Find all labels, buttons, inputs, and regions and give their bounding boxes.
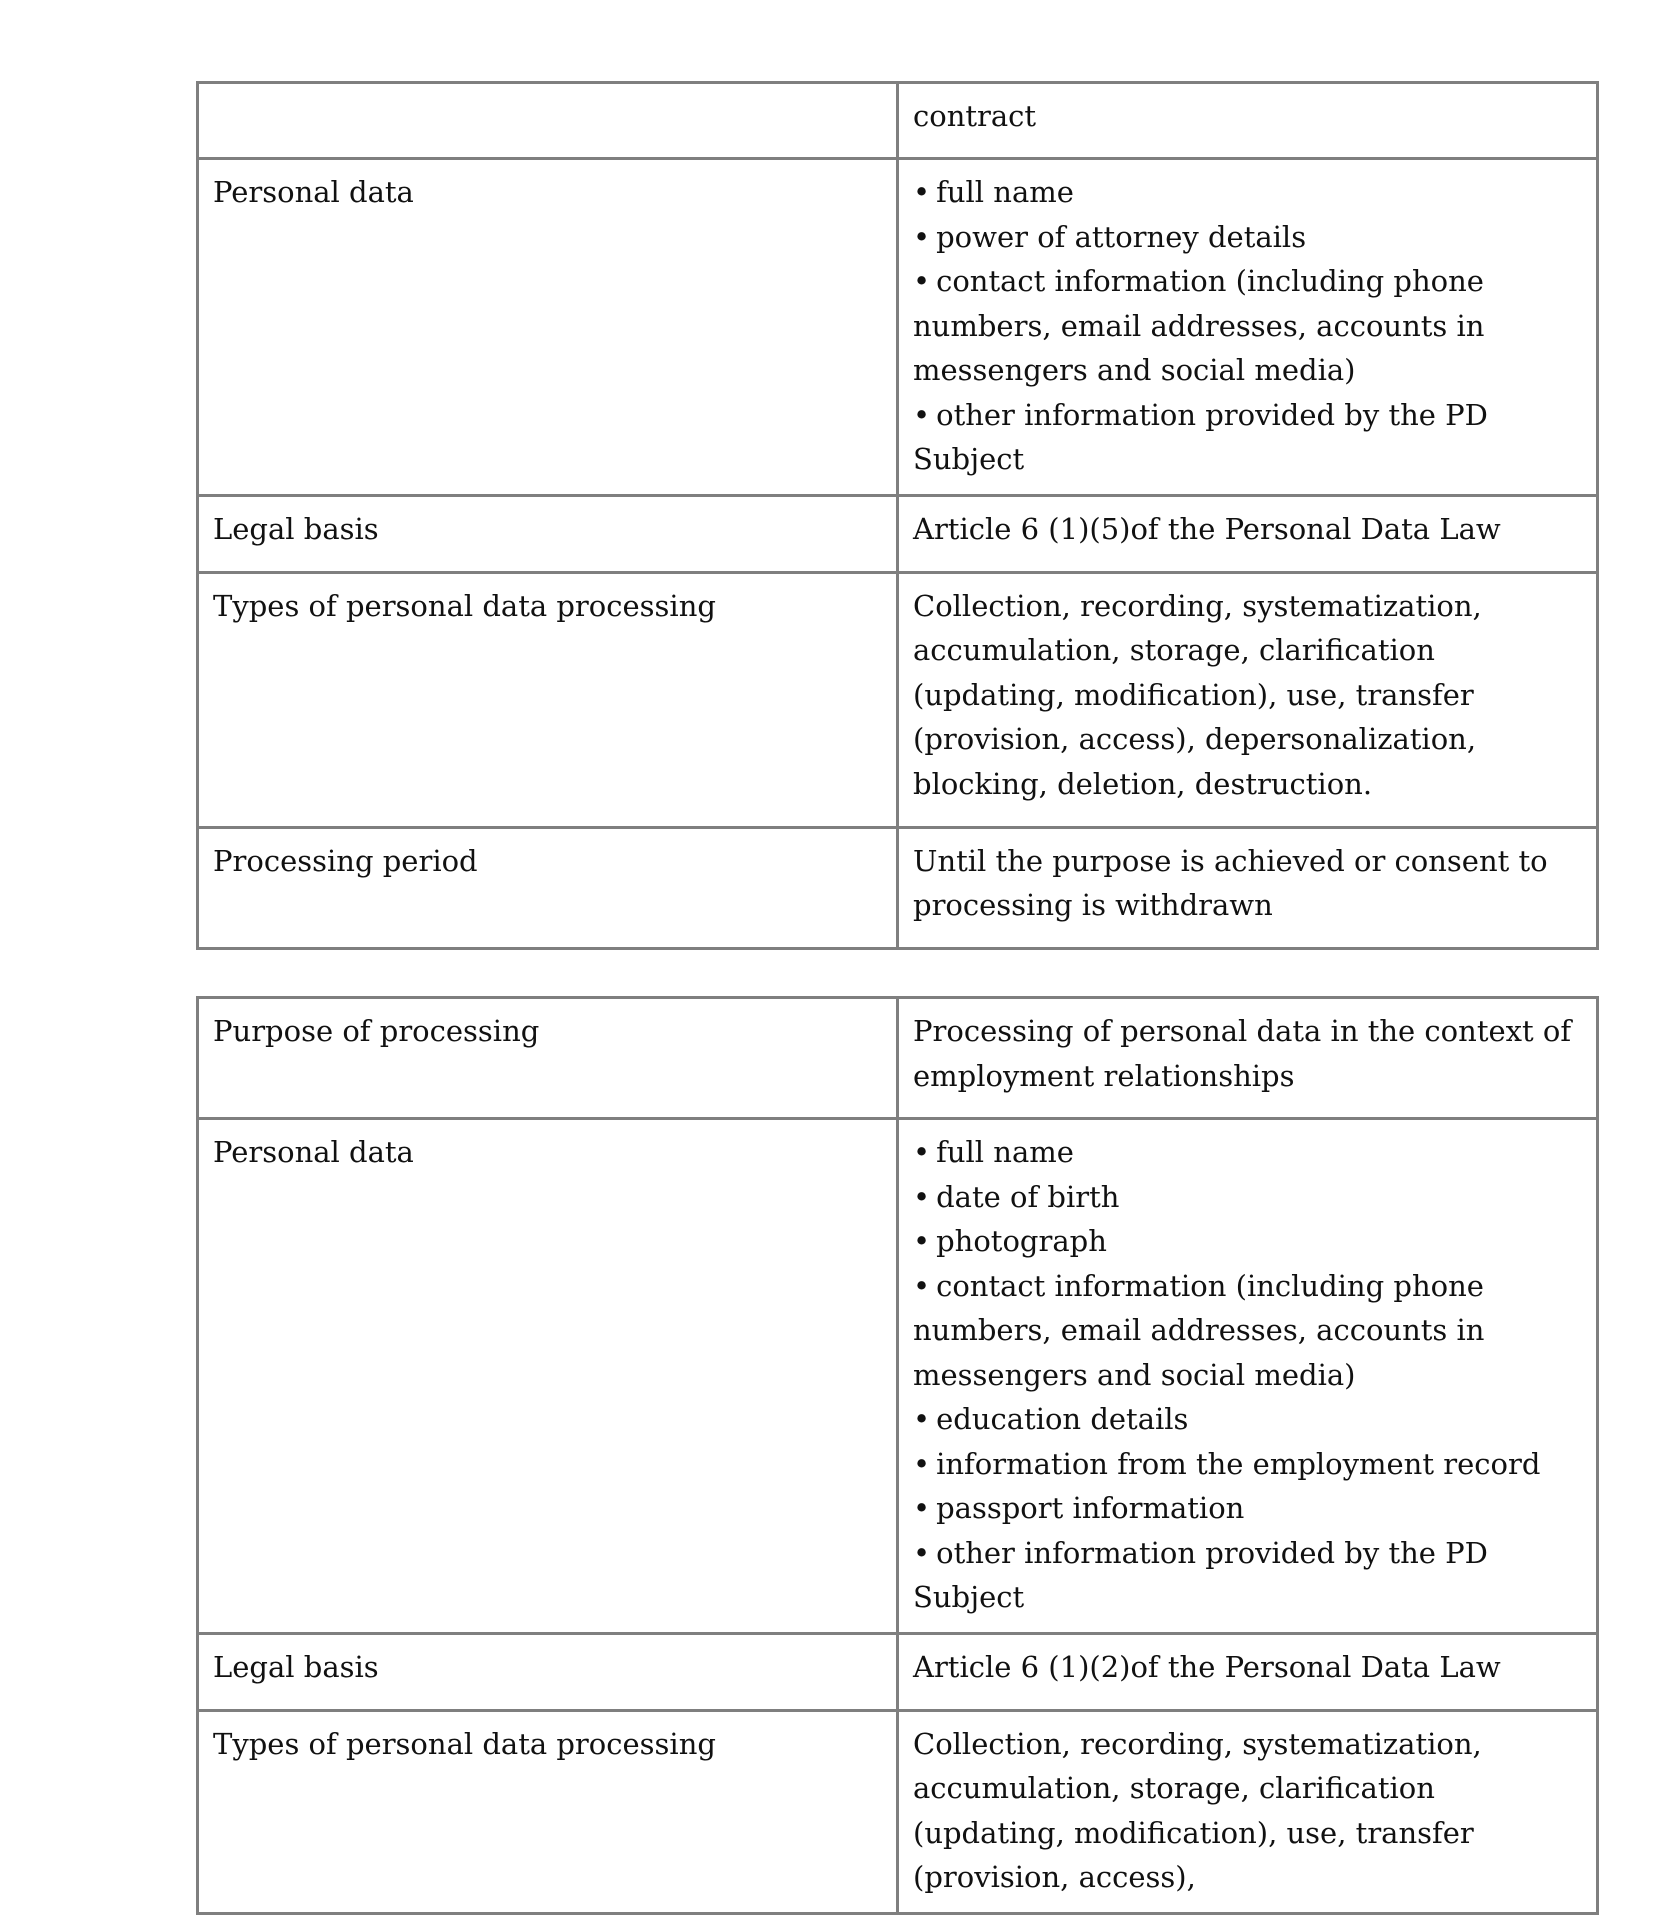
table-row (198, 1633, 1598, 1710)
table-row (198, 1119, 1598, 1634)
row-value-purpose: Processing of personal data in the context of employment relationships (898, 998, 1598, 1119)
list-item-text: other information provided by the PD Subject (913, 397, 1488, 476)
list-item (913, 1442, 1582, 1487)
list-item-text: full name (936, 1135, 1074, 1169)
table-row (198, 495, 1598, 572)
bullet-icon: • (913, 1135, 931, 1169)
list-item (913, 170, 1582, 215)
bullet-icon: • (913, 1179, 931, 1214)
row-label-legal-basis: Legal basis (198, 1633, 898, 1710)
bullet-icon: • (913, 219, 931, 254)
bullet-icon: • (913, 397, 931, 432)
personal-data-list (913, 170, 1582, 482)
list-item-text: date of birth (936, 1179, 1120, 1214)
list-item (913, 1130, 1582, 1175)
row-label-processing-period: Processing period (198, 827, 898, 948)
table-row (198, 998, 1598, 1119)
list-item-text: photograph (936, 1224, 1107, 1258)
bullet-icon: • (913, 1402, 931, 1436)
row-value-personal-data (898, 159, 1598, 496)
row-value-processing-types: Collection, recording, systematization, accumulation, storage, clarification (updating, modification), use, transfer (provision, access), (898, 1710, 1598, 1913)
row-label-processing-types: Types of personal data processing (198, 1710, 898, 1913)
bullet-icon: • (913, 1224, 931, 1258)
table-row (198, 159, 1598, 496)
row-label-personal-data: Personal data (198, 1119, 898, 1634)
list-item (913, 1264, 1582, 1398)
list-item (913, 259, 1582, 393)
bullet-icon: • (913, 1535, 931, 1570)
table-row (198, 83, 1598, 159)
row-value-processing-types: Collection, recording, systematization, accumulation, storage, clarification (updating, modification), use, transfer (provision, access), depersonalization, blocking, deletion, destruction. (898, 572, 1598, 827)
row-label-processing-types: Types of personal data processing (198, 572, 898, 827)
row-value-processing-period: Until the purpose is achieved or consent to processing is withdrawn (898, 827, 1598, 948)
row-label-legal-basis: Legal basis (198, 495, 898, 572)
row-value-contract: contract (898, 83, 1598, 159)
row-value-personal-data (898, 1119, 1598, 1634)
row-label-purpose: Purpose of processing (198, 998, 898, 1119)
list-item-text: other information provided by the PD Subject (913, 1535, 1488, 1614)
list-item (913, 1397, 1582, 1442)
list-item-text: contact information (including phone numbers, email addresses, accounts in messengers and social media) (913, 264, 1485, 387)
table-row (198, 1710, 1598, 1913)
row-label-personal-data: Personal data (198, 159, 898, 496)
personal-data-list (913, 1130, 1582, 1620)
list-item (913, 215, 1582, 260)
bullet-icon: • (913, 1491, 931, 1525)
table-row (198, 572, 1598, 827)
list-item-text: passport information (936, 1491, 1245, 1525)
list-item-text: contact information (including phone numbers, email addresses, accounts in messengers and social media) (913, 1268, 1485, 1392)
row-value-legal-basis: Article 6 (1)(5)of the Personal Data Law (898, 495, 1598, 572)
list-item (913, 1531, 1582, 1620)
row-value-legal-basis: Article 6 (1)(2)of the Personal Data Law (898, 1633, 1598, 1710)
row-label-empty (198, 83, 898, 159)
list-item (913, 1175, 1582, 1220)
table-row (198, 827, 1598, 948)
list-item (913, 393, 1582, 482)
list-item-text: power of attorney details (936, 219, 1307, 254)
processing-table-1 (196, 81, 1599, 950)
bullet-icon: • (913, 1268, 931, 1303)
list-item-text: information from the employment record (936, 1446, 1541, 1481)
list-item (913, 1486, 1582, 1531)
processing-table-2 (196, 996, 1599, 1915)
bullet-icon: • (913, 175, 931, 209)
list-item-text: full name (936, 175, 1074, 209)
bullet-icon: • (913, 1446, 931, 1481)
list-item (913, 1219, 1582, 1264)
list-item-text: education details (936, 1402, 1189, 1436)
bullet-icon: • (913, 264, 931, 298)
